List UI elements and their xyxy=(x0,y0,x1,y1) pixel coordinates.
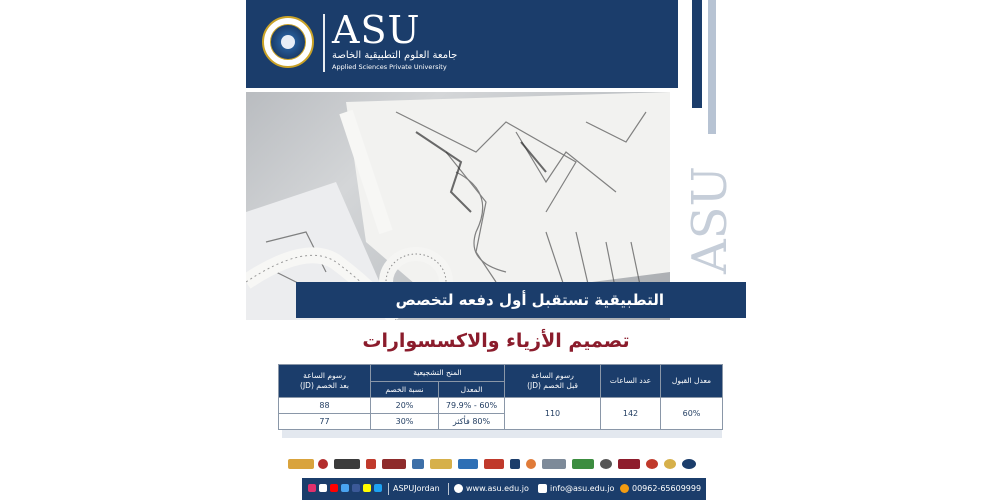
decor-bar-light xyxy=(708,0,716,134)
partner-logo-icon xyxy=(430,459,452,469)
email-link[interactable]: info@asu.edu.jo xyxy=(550,484,615,493)
cell-fee-after: 88 xyxy=(279,398,371,414)
header-scholarships: المنح التشجيعية xyxy=(371,365,505,382)
partner-logo-icon xyxy=(510,459,520,469)
partner-logo-icon xyxy=(288,459,314,469)
cell-average: 80% فأكثر xyxy=(439,414,505,430)
partner-logo-icon xyxy=(646,459,658,469)
partner-logo-icon xyxy=(412,459,424,469)
asu-watermark xyxy=(682,138,742,278)
logo-divider xyxy=(323,14,325,72)
partner-logo-icon xyxy=(458,459,478,469)
cell-fee-after: 77 xyxy=(279,414,371,430)
footer-divider xyxy=(448,483,449,495)
announcement-card xyxy=(246,0,746,500)
partner-logo-icon xyxy=(600,459,612,469)
header-fee-after xyxy=(279,365,371,398)
header-fee-before-line2: قبل الخصم (JD) xyxy=(527,381,578,390)
partner-logo-icon xyxy=(382,459,406,469)
cell-credit-hours: 142 xyxy=(601,398,661,430)
logo-arabic-name: جامعة العلوم التطبيقية الخاصة xyxy=(332,50,458,61)
program-title: تصميم الأزياء والاكسسوارات xyxy=(362,330,630,352)
accreditation-logos xyxy=(284,456,714,472)
partner-logo-icon xyxy=(572,459,594,469)
facebook-icon[interactable] xyxy=(352,484,360,492)
subtitle-banner: التطبيقية تستقبل أول دفعه لتخصص xyxy=(296,282,746,318)
partner-logo-icon xyxy=(542,459,566,469)
partner-logo-icon xyxy=(682,459,696,469)
social-handle[interactable]: ASPUJordan xyxy=(393,484,440,493)
watermark-text: ASU xyxy=(682,166,738,274)
website-link[interactable]: www.asu.edu.jo xyxy=(466,484,529,493)
logo-text: ASU xyxy=(332,8,421,52)
decor-bar-dark xyxy=(692,0,702,108)
footer-divider xyxy=(388,483,389,495)
table-row xyxy=(279,398,723,414)
partner-logo-icon xyxy=(366,459,376,469)
partner-logo-icon xyxy=(484,459,504,469)
partner-logo-icon xyxy=(318,459,328,469)
header-discount: نسبة الخصم xyxy=(371,382,439,398)
youtube-icon[interactable] xyxy=(330,484,338,492)
cell-discount: 30% xyxy=(371,414,439,430)
email-icon xyxy=(538,484,547,493)
header-fee-before xyxy=(505,365,601,398)
snapchat-icon[interactable] xyxy=(363,484,371,492)
header-admission-rate: معدل القبول xyxy=(661,365,723,398)
partner-logo-icon xyxy=(334,459,360,469)
logo-english-name: Applied Sciences Private University xyxy=(332,63,447,71)
phone-icon xyxy=(620,484,629,493)
cell-average: 60% - 79.9% xyxy=(439,398,505,414)
contact-footer xyxy=(302,478,706,500)
phone-number[interactable]: 00962-65609999 xyxy=(632,484,702,493)
header-average: المعدل xyxy=(439,382,505,398)
messenger-icon[interactable] xyxy=(341,484,349,492)
header-fee-after-line2: بعد الخصم (JD) xyxy=(300,381,349,390)
partner-logo-icon xyxy=(664,459,676,469)
fees-table xyxy=(278,364,723,430)
university-seal-icon xyxy=(262,16,314,68)
cell-discount: 20% xyxy=(371,398,439,414)
header-fee-before-line1: رسوم الساعة xyxy=(531,371,574,380)
header-fee-after-line1: رسوم الساعة xyxy=(303,371,346,380)
partner-logo-icon xyxy=(526,459,536,469)
instagram-icon[interactable] xyxy=(308,484,316,492)
globe-icon xyxy=(454,484,463,493)
partner-logo-icon xyxy=(618,459,640,469)
tiktok-icon[interactable] xyxy=(319,484,327,492)
header-banner xyxy=(246,0,678,88)
header-credit-hours: عدد الساعات xyxy=(601,365,661,398)
cell-admission-rate: 60% xyxy=(661,398,723,430)
cell-fee-before: 110 xyxy=(505,398,601,430)
twitter-icon[interactable] xyxy=(374,484,382,492)
